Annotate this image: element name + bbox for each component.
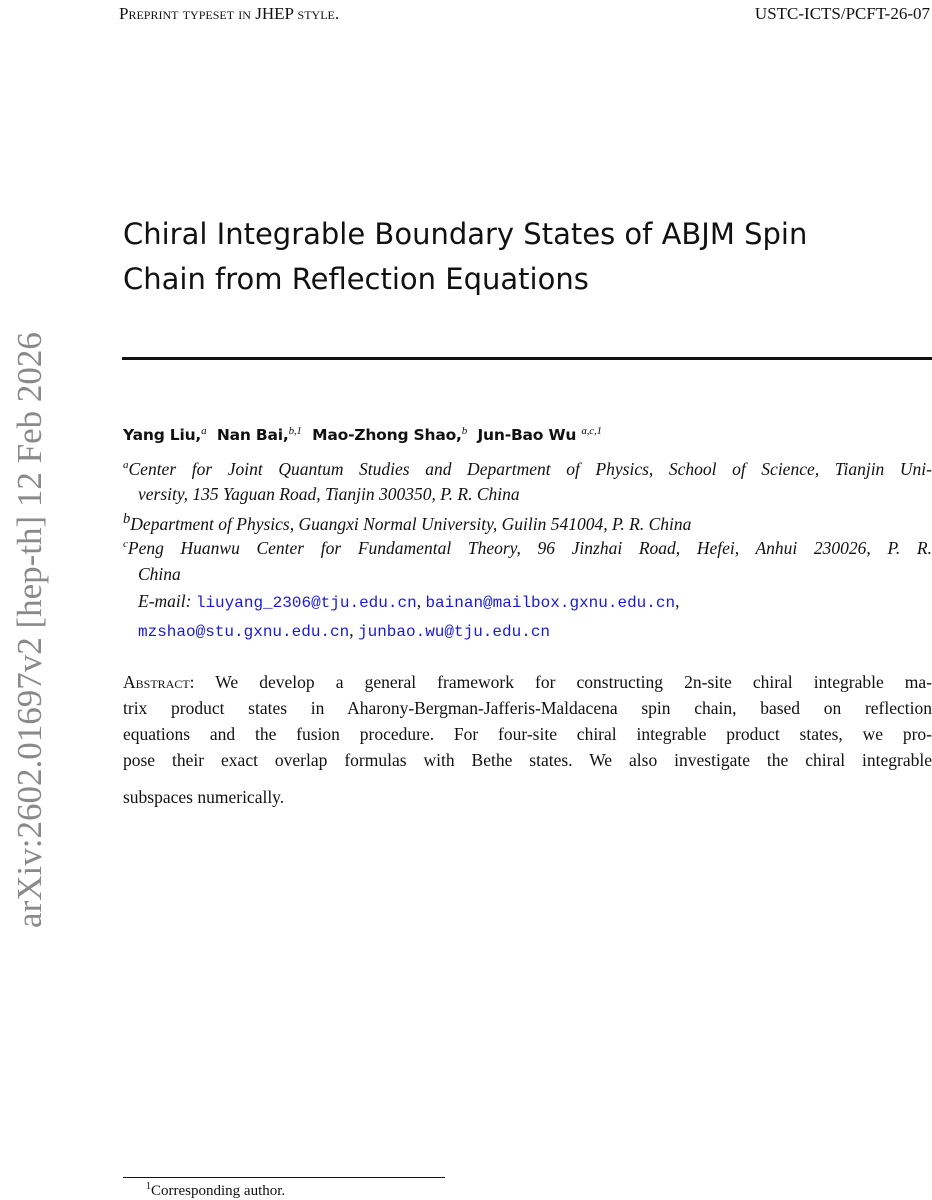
title-rule [122, 357, 932, 360]
footnote-rule [123, 1177, 445, 1178]
footnote-text: Corresponding author. [151, 1183, 286, 1199]
affiliation-c-cont: China [138, 564, 181, 584]
affil-text: Center for Joint Quantum Studies and Department of Physics, School of Science, Tianjin Uni- [128, 459, 932, 479]
author-affil-mark: b,1 [288, 425, 302, 437]
author-affil-mark: a [201, 425, 207, 437]
email-link[interactable]: bainan@mailbox.gxnu.edu.cn [425, 594, 676, 612]
email-label: E-mail: [138, 591, 192, 611]
paper-title [123, 212, 807, 302]
author-affil-mark: b [461, 425, 468, 437]
email-line-1: E-mail: liuyang_2306@tju.edu.cn, bainan@mailbox.gxnu.edu.cn, [138, 591, 680, 612]
abstract-line [123, 672, 932, 693]
abstract-label: Abstract: [123, 672, 195, 692]
affil-mark: c [123, 538, 128, 551]
email-line-2: mzshao@stu.gxnu.edu.cn, junbao.wu@tju.edu.cn [138, 620, 551, 641]
abstract-text: We develop a general framework for constructing 2n-site chiral integrable ma- [215, 672, 932, 692]
footnote-mark: 1 [146, 1181, 151, 1192]
author-affil-mark: a,c,1 [581, 425, 602, 437]
affil-mark: b [123, 511, 131, 527]
title-line-2: Chain from Reflection Equations [123, 262, 589, 296]
report-number: USTC-ICTS/PCFT-26-07 [754, 4, 930, 23]
author-name: Yang Liu, [123, 426, 202, 445]
author-name: Jun-Bao Wu [477, 426, 577, 445]
abstract-line: trix product states in Aharony-Bergman-Jafferis-Maldacena spin chain, based on reflection [123, 698, 932, 718]
affiliation-b [123, 511, 691, 535]
abstract-line: subspaces numerically. [123, 787, 285, 807]
author-list [123, 425, 602, 444]
footnote [146, 1181, 285, 1200]
email-link[interactable]: mzshao@stu.gxnu.edu.cn [138, 623, 350, 641]
email-link[interactable]: liuyang_2306@tju.edu.cn [195, 594, 417, 612]
title-line-1: Chiral Integrable Boundary States of ABJM Spin [123, 217, 808, 251]
affil-text: Department of Physics, Guangxi Normal University, Guilin 541004, P. R. China [130, 513, 692, 534]
email-link[interactable]: junbao.wu@tju.edu.cn [357, 623, 551, 641]
affiliation-c [123, 538, 932, 559]
affiliation-a-cont: versity, 135 Yaguan Road, Tianjin 300350, P. R. China [138, 484, 520, 504]
abstract-line: equations and the fusion procedure. For four-site chiral integrable product states, we pro- [123, 724, 932, 744]
abstract-line: pose their exact overlap formulas with Bethe states. We also investigate the chiral integrable [123, 750, 932, 770]
affil-text: Peng Huanwu Center for Fundamental Theory, 96 Jinzhai Road, Hefei, Anhui 230026, P. R. [127, 538, 932, 558]
affil-mark: a [123, 459, 129, 472]
author-name: Nan Bai, [216, 426, 289, 445]
author-name: Mao-Zhong Shao, [312, 426, 462, 445]
affiliation-a [123, 459, 932, 480]
running-header-left: Preprint typeset in JHEP style. [119, 4, 340, 23]
arxiv-stamp: arXiv:2602.01697v2 [hep-th] 12 Feb 2026 [10, 332, 49, 928]
